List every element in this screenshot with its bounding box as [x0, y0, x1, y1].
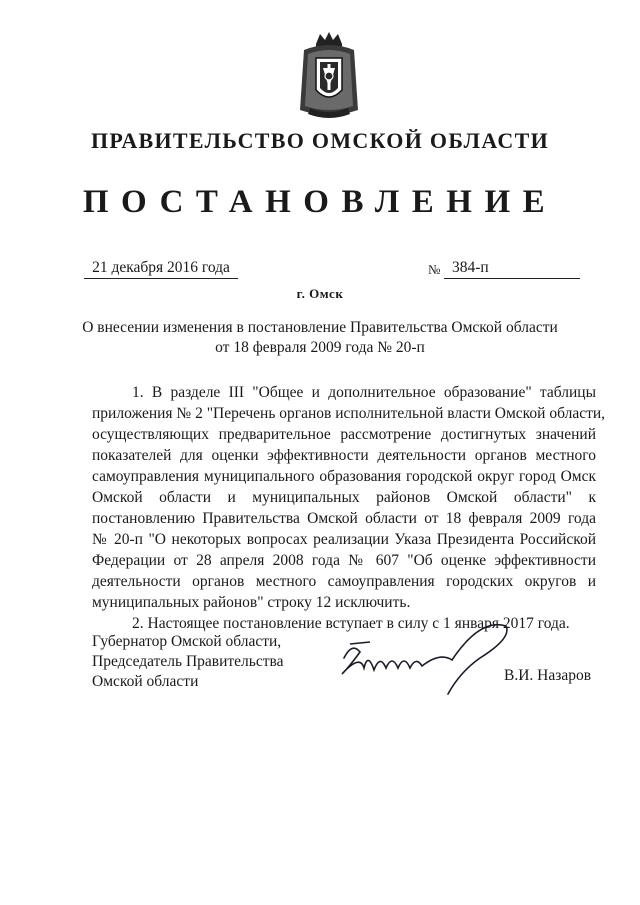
signatory-line: Губернатор Омской области,: [92, 633, 282, 650]
signatory-line: Председатель Правительства: [92, 653, 284, 670]
document-number: 384-п: [452, 259, 489, 276]
body-line: самоуправления муниципального образования городской округ город Омск: [92, 468, 596, 485]
signatory-position: [92, 632, 284, 692]
body-line: Федерации от 28 апреля 2008 года № 607 "Об оценке эффективности: [92, 552, 596, 569]
body-line: муниципальных районов" строку 12 исключить.: [92, 594, 411, 611]
number-field: [444, 258, 580, 279]
document-date: 21 декабря 2016 года: [92, 259, 230, 276]
document-subject: [60, 318, 580, 358]
city: г. Омск: [296, 286, 344, 301]
handwritten-signature: [330, 608, 510, 698]
body-line: осуществляющих предварительное рассмотрение достигнутых значений: [92, 426, 596, 443]
subject-line: О внесении изменения в постановление Правительства Омской области: [82, 319, 558, 336]
signatory-name: В.И. Назаров: [504, 667, 592, 684]
body-line: № 20-п "О некоторых вопросах реализации Указа Президента Российской: [92, 531, 596, 548]
body-line: 1. В разделе III "Общее и дополнительное образование" таблицы: [132, 384, 596, 401]
signatory-line: Омской области: [92, 673, 199, 690]
body-line: Омской области и муниципальных районов Омской области" к: [92, 489, 596, 506]
date-field: [84, 258, 238, 279]
number-label: №: [428, 262, 441, 277]
organization-title: ПРАВИТЕЛЬСТВО ОМСКОЙ ОБЛАСТИ: [91, 128, 549, 153]
body-line: 2. Настоящее постановление вступает в силу с 1 января 2017 года.: [132, 615, 570, 632]
document-type-title: ПОСТАНОВЛЕНИЕ: [82, 184, 558, 220]
body-line: показателей для оценки эффективности деятельности органов местного: [92, 447, 596, 464]
coat-of-arms-icon: [294, 30, 364, 120]
body-line: приложения № 2 "Перечень органов исполнительной власти Омской области,: [92, 405, 606, 422]
body-line: деятельности органов местного самоуправления городских округов и: [92, 573, 596, 590]
subject-line: от 18 февраля 2009 года № 20-п: [215, 339, 425, 356]
body-line: постановлению Правительства Омской области от 18 февраля 2009 года: [92, 510, 596, 527]
